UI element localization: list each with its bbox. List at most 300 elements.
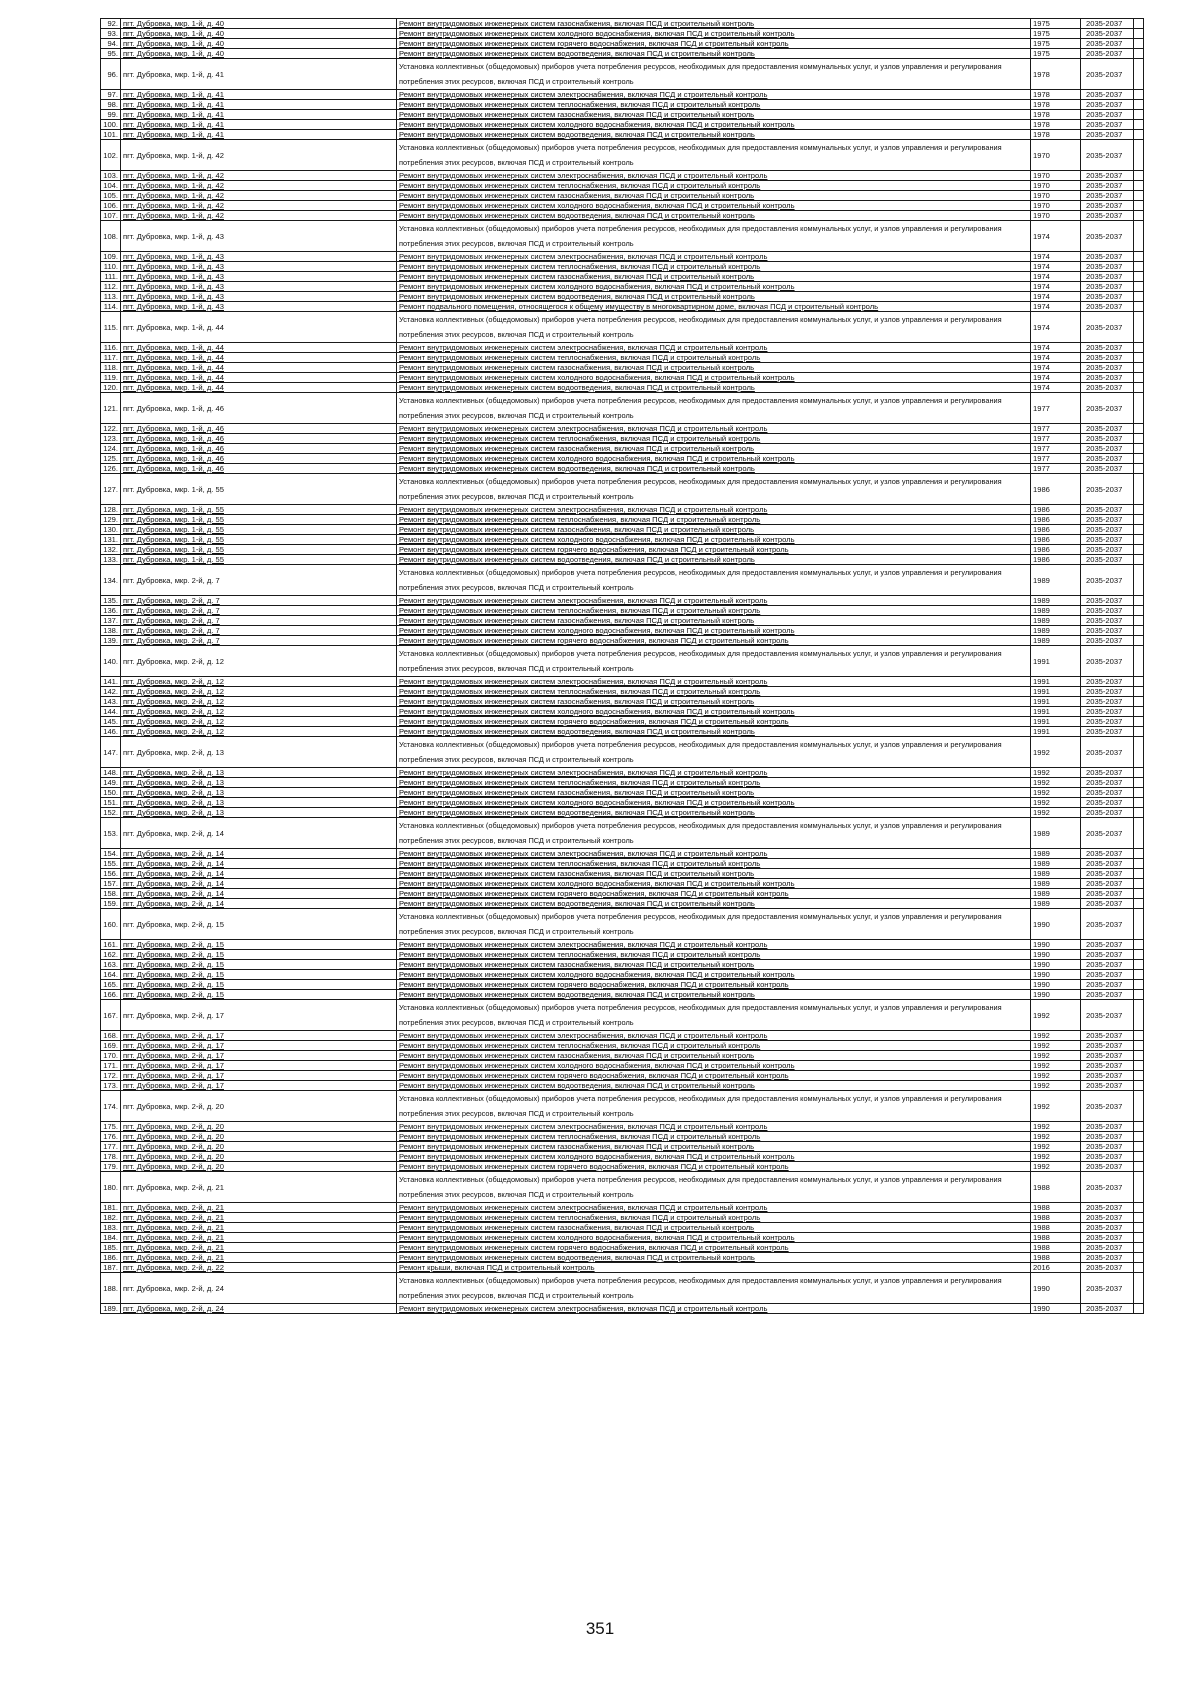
build-year-cell: 1974 [1031,282,1081,292]
build-year-cell: 1992 [1031,1061,1081,1071]
row-number: 153. [101,818,121,849]
empty-cell [1134,1122,1144,1132]
build-year-cell: 1974 [1031,353,1081,363]
address-cell: пгт. Дубровка, мкр. 2-й, д. 21 [121,1223,397,1233]
build-year-cell: 1990 [1031,960,1081,970]
empty-cell [1134,454,1144,464]
work-type-cell: Установка коллективных (общедомовых) приборов учета потребления ресурсов, необходимых для предоставления коммунальных услуг, и узлов управления и регулирования потребления этих ресурсов, включая ПСД и строительный контроль [397,1091,1031,1122]
planned-period-cell: 2035-2037 [1081,1162,1134,1172]
table-row [101,960,1144,970]
table-row [101,201,1144,211]
row-number: 185. [101,1243,121,1253]
table-row [101,19,1144,29]
row-number: 161. [101,940,121,950]
planned-period-cell: 2035-2037 [1081,940,1134,950]
empty-cell [1134,1081,1144,1091]
table-row [101,950,1144,960]
empty-cell [1134,363,1144,373]
planned-period-cell: 2035-2037 [1081,1071,1134,1081]
work-type-cell: Ремонт внутридомовых инженерных систем газоснабжения, включая ПСД и строительный контроль [397,363,1031,373]
planned-period-cell: 2035-2037 [1081,697,1134,707]
build-year-cell: 1991 [1031,687,1081,697]
address-cell: пгт. Дубровка, мкр. 2-й, д. 20 [121,1122,397,1132]
planned-period-cell: 2035-2037 [1081,808,1134,818]
planned-period-cell: 2035-2037 [1081,636,1134,646]
table-row [101,727,1144,737]
row-number: 139. [101,636,121,646]
table-row [101,940,1144,950]
work-type-cell: Ремонт внутридомовых инженерных систем водоотведения, включая ПСД и строительный контроль [397,727,1031,737]
table-row [101,454,1144,464]
row-number: 141. [101,677,121,687]
empty-cell [1134,1071,1144,1081]
table-row [101,1162,1144,1172]
empty-cell [1134,1031,1144,1041]
address-cell: пгт. Дубровка, мкр. 2-й, д. 21 [121,1243,397,1253]
work-type-cell: Ремонт внутридомовых инженерных систем горячего водоснабжения, включая ПСД и строительный контроль [397,39,1031,49]
work-type-cell: Ремонт внутридомовых инженерных систем теплоснабжения, включая ПСД и строительный контроль [397,100,1031,110]
work-type-cell: Ремонт внутридомовых инженерных систем электроснабжения, включая ПСД и строительный контроль [397,677,1031,687]
table-row [101,464,1144,474]
planned-period-cell: 2035-2037 [1081,1243,1134,1253]
address-cell: пгт. Дубровка, мкр. 2-й, д. 13 [121,737,397,768]
planned-period-cell: 2035-2037 [1081,1152,1134,1162]
empty-cell [1134,707,1144,717]
planned-period-cell: 2035-2037 [1081,849,1134,859]
address-cell: пгт. Дубровка, мкр. 2-й, д. 15 [121,940,397,950]
row-number: 107. [101,211,121,221]
row-number: 117. [101,353,121,363]
build-year-cell: 1991 [1031,727,1081,737]
planned-period-cell: 2035-2037 [1081,950,1134,960]
work-type-cell: Ремонт внутридомовых инженерных систем газоснабжения, включая ПСД и строительный контроль [397,110,1031,120]
empty-cell [1134,990,1144,1000]
build-year-cell: 1990 [1031,980,1081,990]
planned-period-cell: 2035-2037 [1081,778,1134,788]
build-year-cell: 1988 [1031,1213,1081,1223]
work-type-cell: Ремонт внутридомовых инженерных систем теплоснабжения, включая ПСД и строительный контроль [397,181,1031,191]
table-row [101,383,1144,393]
work-type-cell: Ремонт внутридомовых инженерных систем холодного водоснабжения, включая ПСД и строительный контроль [397,707,1031,717]
address-cell: пгт. Дубровка, мкр. 2-й, д. 21 [121,1253,397,1263]
work-type-cell: Ремонт внутридомовых инженерных систем горячего водоснабжения, включая ПСД и строительный контроль [397,545,1031,555]
planned-period-cell: 2035-2037 [1081,39,1134,49]
row-number: 156. [101,869,121,879]
table-row [101,171,1144,181]
address-cell: пгт. Дубровка, мкр. 2-й, д. 12 [121,646,397,677]
document-sheet [100,18,1143,1314]
table-row [101,849,1144,859]
build-year-cell: 1992 [1031,768,1081,778]
row-number: 149. [101,778,121,788]
row-number: 92. [101,19,121,29]
build-year-cell: 1990 [1031,970,1081,980]
row-number: 181. [101,1203,121,1213]
table-row [101,343,1144,353]
table-body [101,19,1144,1314]
row-number: 164. [101,970,121,980]
build-year-cell: 1977 [1031,424,1081,434]
address-cell: пгт. Дубровка, мкр. 1-й, д. 41 [121,120,397,130]
planned-period-cell: 2035-2037 [1081,474,1134,505]
table-row [101,707,1144,717]
table-row [101,859,1144,869]
table-row [101,221,1144,252]
address-cell: пгт. Дубровка, мкр. 2-й, д. 15 [121,950,397,960]
address-cell: пгт. Дубровка, мкр. 1-й, д. 46 [121,444,397,454]
work-type-cell: Ремонт внутридомовых инженерных систем холодного водоснабжения, включая ПСД и строительный контроль [397,282,1031,292]
empty-cell [1134,1041,1144,1051]
address-cell: пгт. Дубровка, мкр. 1-й, д. 55 [121,535,397,545]
table-row [101,353,1144,363]
row-number: 136. [101,606,121,616]
address-cell: пгт. Дубровка, мкр. 1-й, д. 44 [121,312,397,343]
address-cell: пгт. Дубровка, мкр. 1-й, д. 44 [121,363,397,373]
row-number: 125. [101,454,121,464]
address-cell: пгт. Дубровка, мкр. 2-й, д. 13 [121,788,397,798]
build-year-cell: 1975 [1031,49,1081,59]
build-year-cell: 1989 [1031,849,1081,859]
empty-cell [1134,798,1144,808]
address-cell: пгт. Дубровка, мкр. 1-й, д. 40 [121,19,397,29]
table-row [101,505,1144,515]
empty-cell [1134,889,1144,899]
build-year-cell: 1974 [1031,343,1081,353]
work-type-cell: Ремонт внутридомовых инженерных систем электроснабжения, включая ПСД и строительный контроль [397,1031,1031,1041]
row-number: 134. [101,565,121,596]
table-row [101,889,1144,899]
row-number: 142. [101,687,121,697]
build-year-cell: 1977 [1031,464,1081,474]
row-number: 133. [101,555,121,565]
row-number: 118. [101,363,121,373]
row-number: 165. [101,980,121,990]
work-type-cell: Ремонт внутридомовых инженерных систем газоснабжения, включая ПСД и строительный контроль [397,444,1031,454]
address-cell: пгт. Дубровка, мкр. 2-й, д. 7 [121,596,397,606]
row-number: 103. [101,171,121,181]
planned-period-cell: 2035-2037 [1081,1051,1134,1061]
row-number: 109. [101,252,121,262]
address-cell: пгт. Дубровка, мкр. 1-й, д. 42 [121,181,397,191]
empty-cell [1134,1162,1144,1172]
work-type-cell: Ремонт внутридомовых инженерных систем холодного водоснабжения, включая ПСД и строительный контроль [397,879,1031,889]
planned-period-cell: 2035-2037 [1081,687,1134,697]
work-type-cell: Ремонт внутридомовых инженерных систем теплоснабжения, включая ПСД и строительный контроль [397,859,1031,869]
empty-cell [1134,818,1144,849]
build-year-cell: 1970 [1031,181,1081,191]
address-cell: пгт. Дубровка, мкр. 1-й, д. 40 [121,49,397,59]
table-row [101,737,1144,768]
row-number: 138. [101,626,121,636]
empty-cell [1134,970,1144,980]
planned-period-cell: 2035-2037 [1081,1091,1134,1122]
build-year-cell: 1989 [1031,596,1081,606]
address-cell: пгт. Дубровка, мкр. 2-й, д. 17 [121,1041,397,1051]
table-row [101,292,1144,302]
work-type-cell: Ремонт внутридомовых инженерных систем холодного водоснабжения, включая ПСД и строительный контроль [397,29,1031,39]
table-row [101,181,1144,191]
build-year-cell: 1974 [1031,363,1081,373]
table-row [101,909,1144,940]
work-type-cell: Ремонт внутридомовых инженерных систем газоснабжения, включая ПСД и строительный контроль [397,616,1031,626]
build-year-cell: 1992 [1031,1142,1081,1152]
row-number: 96. [101,59,121,90]
address-cell: пгт. Дубровка, мкр. 2-й, д. 15 [121,909,397,940]
row-number: 98. [101,100,121,110]
empty-cell [1134,343,1144,353]
build-year-cell: 1975 [1031,29,1081,39]
work-type-cell: Ремонт внутридомовых инженерных систем холодного водоснабжения, включая ПСД и строительный контроль [397,201,1031,211]
row-number: 119. [101,373,121,383]
build-year-cell: 1974 [1031,221,1081,252]
table-row [101,1071,1144,1081]
address-cell: пгт. Дубровка, мкр. 1-й, д. 46 [121,454,397,464]
planned-period-cell: 2035-2037 [1081,1223,1134,1233]
address-cell: пгт. Дубровка, мкр. 1-й, д. 41 [121,100,397,110]
table-row [101,818,1144,849]
table-row [101,565,1144,596]
build-year-cell: 1978 [1031,90,1081,100]
work-type-cell: Ремонт внутридомовых инженерных систем электроснабжения, включая ПСД и строительный контроль [397,940,1031,950]
empty-cell [1134,171,1144,181]
empty-cell [1134,909,1144,940]
row-number: 158. [101,889,121,899]
row-number: 137. [101,616,121,626]
empty-cell [1134,1223,1144,1233]
empty-cell [1134,565,1144,596]
table-row [101,555,1144,565]
address-cell: пгт. Дубровка, мкр. 1-й, д. 46 [121,464,397,474]
row-number: 123. [101,434,121,444]
table-row [101,1203,1144,1213]
planned-period-cell: 2035-2037 [1081,49,1134,59]
row-number: 101. [101,130,121,140]
row-number: 188. [101,1273,121,1304]
address-cell: пгт. Дубровка, мкр. 1-й, д. 41 [121,59,397,90]
table-row [101,636,1144,646]
row-number: 183. [101,1223,121,1233]
planned-period-cell: 2035-2037 [1081,960,1134,970]
row-number: 163. [101,960,121,970]
table-row [101,110,1144,120]
empty-cell [1134,808,1144,818]
address-cell: пгт. Дубровка, мкр. 1-й, д. 40 [121,29,397,39]
row-number: 124. [101,444,121,454]
address-cell: пгт. Дубровка, мкр. 2-й, д. 15 [121,960,397,970]
planned-period-cell: 2035-2037 [1081,211,1134,221]
address-cell: пгт. Дубровка, мкр. 1-й, д. 55 [121,515,397,525]
planned-period-cell: 2035-2037 [1081,768,1134,778]
planned-period-cell: 2035-2037 [1081,788,1134,798]
build-year-cell: 1991 [1031,707,1081,717]
planned-period-cell: 2035-2037 [1081,292,1134,302]
row-number: 160. [101,909,121,940]
empty-cell [1134,727,1144,737]
table-row [101,525,1144,535]
planned-period-cell: 2035-2037 [1081,616,1134,626]
row-number: 122. [101,424,121,434]
work-type-cell: Ремонт внутридомовых инженерных систем водоотведения, включая ПСД и строительный контроль [397,899,1031,909]
address-cell: пгт. Дубровка, мкр. 1-й, д. 41 [121,110,397,120]
empty-cell [1134,383,1144,393]
empty-cell [1134,869,1144,879]
build-year-cell: 1989 [1031,616,1081,626]
build-year-cell: 1978 [1031,120,1081,130]
row-number: 130. [101,525,121,535]
empty-cell [1134,555,1144,565]
work-type-cell: Ремонт внутридомовых инженерных систем газоснабжения, включая ПСД и строительный контроль [397,1223,1031,1233]
row-number: 179. [101,1162,121,1172]
work-type-cell: Ремонт внутридомовых инженерных систем теплоснабжения, включая ПСД и строительный контроль [397,606,1031,616]
empty-cell [1134,1152,1144,1162]
table-row [101,262,1144,272]
empty-cell [1134,545,1144,555]
address-cell: пгт. Дубровка, мкр. 2-й, д. 21 [121,1172,397,1203]
address-cell: пгт. Дубровка, мкр. 1-й, д. 44 [121,383,397,393]
planned-period-cell: 2035-2037 [1081,606,1134,616]
empty-cell [1134,778,1144,788]
table-row [101,1263,1144,1273]
planned-period-cell: 2035-2037 [1081,990,1134,1000]
work-type-cell: Ремонт внутридомовых инженерных систем холодного водоснабжения, включая ПСД и строительный контроль [397,373,1031,383]
empty-cell [1134,262,1144,272]
table-row [101,1051,1144,1061]
empty-cell [1134,252,1144,262]
work-type-cell: Ремонт внутридомовых инженерных систем теплоснабжения, включая ПСД и строительный контроль [397,1132,1031,1142]
table-row [101,1031,1144,1041]
row-number: 187. [101,1263,121,1273]
planned-period-cell: 2035-2037 [1081,909,1134,940]
address-cell: пгт. Дубровка, мкр. 1-й, д. 55 [121,555,397,565]
planned-period-cell: 2035-2037 [1081,1031,1134,1041]
planned-period-cell: 2035-2037 [1081,29,1134,39]
planned-period-cell: 2035-2037 [1081,1081,1134,1091]
build-year-cell: 1988 [1031,1223,1081,1233]
build-year-cell: 1990 [1031,950,1081,960]
work-type-cell: Установка коллективных (общедомовых) приборов учета потребления ресурсов, необходимых для предоставления коммунальных услуг, и узлов управления и регулирования потребления этих ресурсов, включая ПСД и строительный контроль [397,393,1031,424]
table-row [101,90,1144,100]
address-cell: пгт. Дубровка, мкр. 2-й, д. 14 [121,889,397,899]
row-number: 116. [101,343,121,353]
table-row [101,1000,1144,1031]
table-row [101,606,1144,616]
build-year-cell: 1992 [1031,808,1081,818]
planned-period-cell: 2035-2037 [1081,869,1134,879]
address-cell: пгт. Дубровка, мкр. 2-й, д. 15 [121,980,397,990]
planned-period-cell: 2035-2037 [1081,535,1134,545]
build-year-cell: 1986 [1031,535,1081,545]
table-row [101,39,1144,49]
work-type-cell: Ремонт внутридомовых инженерных систем водоотведения, включая ПСД и строительный контроль [397,1253,1031,1263]
table-row [101,252,1144,262]
empty-cell [1134,130,1144,140]
address-cell: пгт. Дубровка, мкр. 2-й, д. 20 [121,1091,397,1122]
build-year-cell: 1975 [1031,39,1081,49]
repair-schedule-table [100,18,1144,1314]
planned-period-cell: 2035-2037 [1081,1172,1134,1203]
row-number: 189. [101,1304,121,1314]
table-row [101,272,1144,282]
address-cell: пгт. Дубровка, мкр. 2-й, д. 13 [121,808,397,818]
empty-cell [1134,1000,1144,1031]
work-type-cell: Ремонт внутридомовых инженерных систем водоотведения, включая ПСД и строительный контроль [397,555,1031,565]
row-number: 155. [101,859,121,869]
build-year-cell: 1988 [1031,1203,1081,1213]
table-row [101,899,1144,909]
empty-cell [1134,1091,1144,1122]
empty-cell [1134,1243,1144,1253]
address-cell: пгт. Дубровка, мкр. 2-й, д. 7 [121,606,397,616]
row-number: 108. [101,221,121,252]
address-cell: пгт. Дубровка, мкр. 1-й, д. 42 [121,211,397,221]
planned-period-cell: 2035-2037 [1081,140,1134,171]
row-number: 140. [101,646,121,677]
build-year-cell: 1992 [1031,1081,1081,1091]
empty-cell [1134,768,1144,778]
work-type-cell: Установка коллективных (общедомовых) приборов учета потребления ресурсов, необходимых для предоставления коммунальных услуг, и узлов управления и регулирования потребления этих ресурсов, включая ПСД и строительный контроль [397,474,1031,505]
address-cell: пгт. Дубровка, мкр. 2-й, д. 13 [121,768,397,778]
address-cell: пгт. Дубровка, мкр. 2-й, д. 12 [121,687,397,697]
work-type-cell: Ремонт внутридомовых инженерных систем электроснабжения, включая ПСД и строительный контроль [397,1122,1031,1132]
empty-cell [1134,859,1144,869]
work-type-cell: Установка коллективных (общедомовых) приборов учета потребления ресурсов, необходимых для предоставления коммунальных услуг, и узлов управления и регулирования потребления этих ресурсов, включая ПСД и строительный контроль [397,1273,1031,1304]
table-row [101,49,1144,59]
row-number: 112. [101,282,121,292]
address-cell: пгт. Дубровка, мкр. 1-й, д. 46 [121,393,397,424]
table-row [101,768,1144,778]
empty-cell [1134,940,1144,950]
work-type-cell: Ремонт внутридомовых инженерных систем холодного водоснабжения, включая ПСД и строительный контроль [397,454,1031,464]
address-cell: пгт. Дубровка, мкр. 2-й, д. 21 [121,1233,397,1243]
table-row [101,1081,1144,1091]
empty-cell [1134,373,1144,383]
table-row [101,1142,1144,1152]
work-type-cell: Ремонт внутридомовых инженерных систем электроснабжения, включая ПСД и строительный контроль [397,1304,1031,1314]
planned-period-cell: 2035-2037 [1081,343,1134,353]
planned-period-cell: 2035-2037 [1081,1263,1134,1273]
build-year-cell: 1977 [1031,444,1081,454]
planned-period-cell: 2035-2037 [1081,555,1134,565]
work-type-cell: Ремонт внутридомовых инженерных систем горячего водоснабжения, включая ПСД и строительный контроль [397,1243,1031,1253]
build-year-cell: 1990 [1031,940,1081,950]
empty-cell [1134,424,1144,434]
planned-period-cell: 2035-2037 [1081,454,1134,464]
row-number: 97. [101,90,121,100]
planned-period-cell: 2035-2037 [1081,110,1134,120]
row-number: 128. [101,505,121,515]
table-row [101,990,1144,1000]
row-number: 175. [101,1122,121,1132]
planned-period-cell: 2035-2037 [1081,727,1134,737]
planned-period-cell: 2035-2037 [1081,424,1134,434]
empty-cell [1134,49,1144,59]
table-row [101,191,1144,201]
build-year-cell: 1986 [1031,505,1081,515]
work-type-cell: Установка коллективных (общедомовых) приборов учета потребления ресурсов, необходимых для предоставления коммунальных услуг, и узлов управления и регулирования потребления этих ресурсов, включая ПСД и строительный контроль [397,1172,1031,1203]
build-year-cell: 1992 [1031,1051,1081,1061]
empty-cell [1134,181,1144,191]
address-cell: пгт. Дубровка, мкр. 2-й, д. 14 [121,849,397,859]
table-row [101,788,1144,798]
planned-period-cell: 2035-2037 [1081,707,1134,717]
planned-period-cell: 2035-2037 [1081,120,1134,130]
work-type-cell: Ремонт внутридомовых инженерных систем теплоснабжения, включая ПСД и строительный контроль [397,515,1031,525]
row-number: 105. [101,191,121,201]
table-row [101,120,1144,130]
row-number: 106. [101,201,121,211]
work-type-cell: Установка коллективных (общедомовых) приборов учета потребления ресурсов, необходимых для предоставления коммунальных услуг, и узлов управления и регулирования потребления этих ресурсов, включая ПСД и строительный контроль [397,140,1031,171]
build-year-cell: 1990 [1031,909,1081,940]
